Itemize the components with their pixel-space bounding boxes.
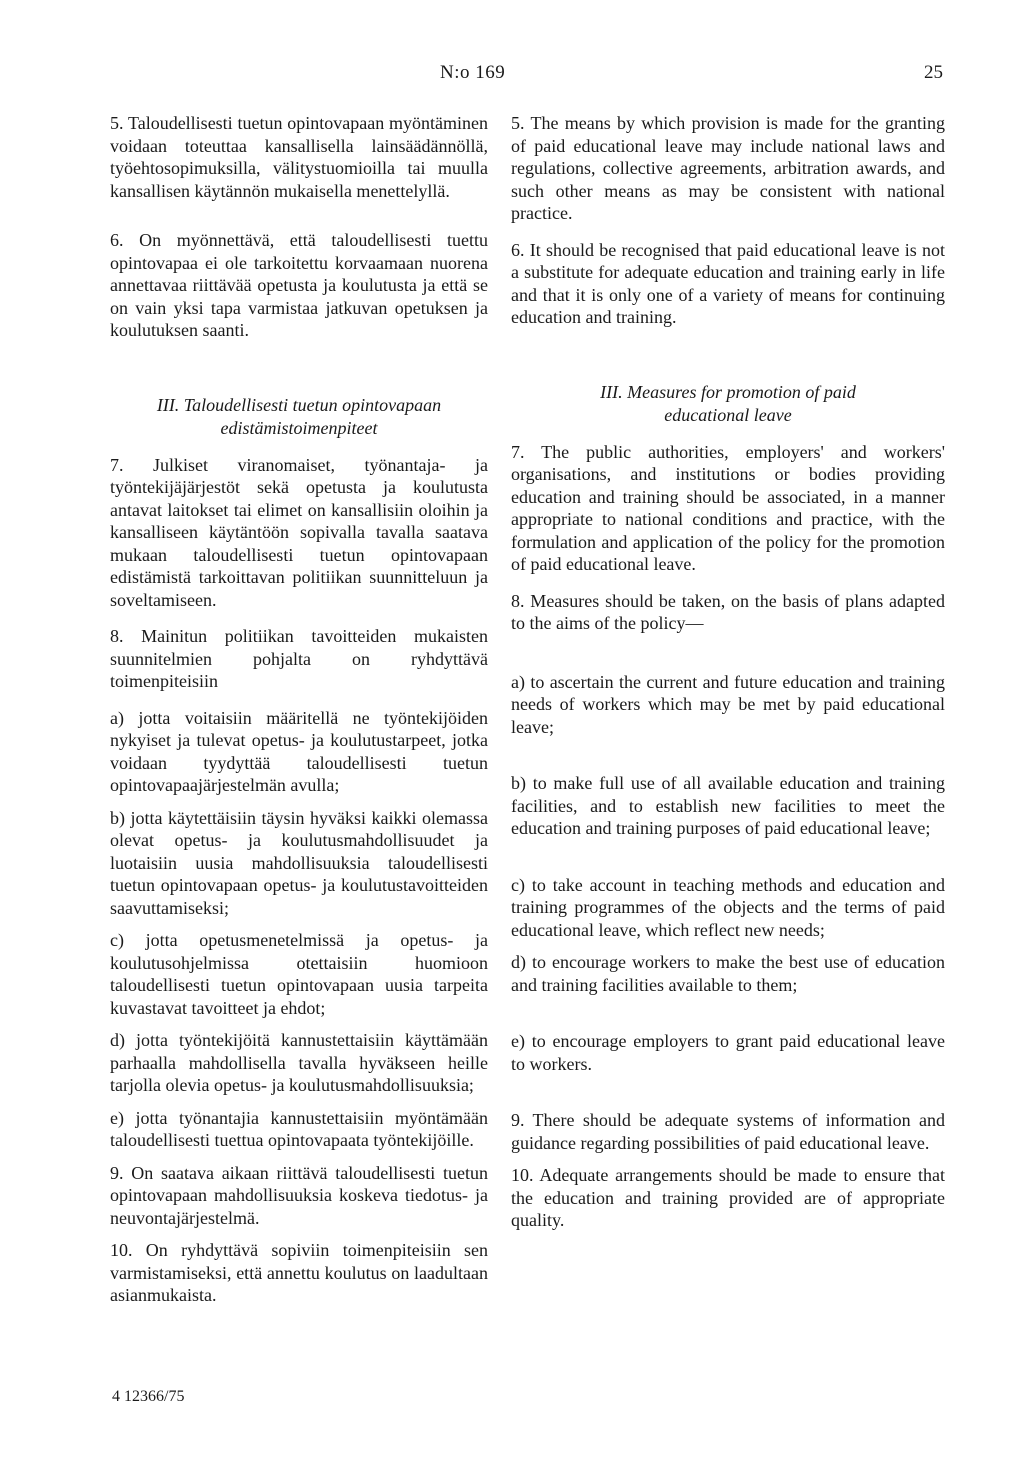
english-column: [511, 112, 945, 1244]
page-number: 25: [924, 62, 943, 83]
en-paragraph-6: 6. It should be recognised that paid educational leave is not a substitute for adequate education and training early in life and that it is only one of a variety of means for continuing education and training.: [511, 239, 945, 327]
en-item-b: b) to make full use of all available education and training facilities, and to establish new facilities to meet the education and training purposes of paid educational leave;: [511, 773, 945, 838]
en-item-a: a) to ascertain the current and future education and training needs of workers which may be met by paid educational leave;: [511, 671, 945, 737]
fi-section-heading-line1: III. Taloudellisesti tuetun opintovapaan: [156, 394, 442, 415]
fi-paragraph-8: 8. Mainitun politiikan tavoitteiden mukaisten suunnitelmien pohjalta on ryhdyttävä toimenpiteisiin: [110, 626, 488, 691]
en-paragraph-8: 8. Measures should be taken, on the basis of plans adapted to the aims of the policy—: [511, 590, 945, 633]
en-item-d: d) to encourage workers to make the best use of education and training facilities available to them;: [511, 952, 945, 995]
en-paragraph-9: 9. There should be adequate systems of information and guidance regarding possibilities of paid educational leave.: [511, 1110, 945, 1153]
fi-section-heading-line2: edistämistoimenpiteet: [220, 417, 378, 438]
document-number: N:o 169: [440, 62, 506, 83]
fi-paragraph-7: 7. Julkiset viranomaiset, työnantaja- ja työntekijäjärjestöt sekä opetusta ja koulutusta antavat laitokset tai elimet on kansallisiin oloihin ja kansalliseen käytäntöön sopivalla tavalla saatava mukaan taloudellisesti tuetun opintovapaan edistämistä tarkoittavan politiikan suunnitteluun ja soveltamiseen.: [110, 454, 488, 610]
en-item-c: c) to take account in teaching methods and education and training programmes of the objects and the terms of paid educational leave, which reflect new needs;: [511, 874, 945, 940]
en-paragraph-7: 7. The public authorities, employers' and workers' organisations, and institutions or bodies providing education and training should be associated, in a manner appropriate to national conditions and practice, with the formulation and application of the policy for the promotion of paid educational leave.: [511, 441, 945, 574]
en-section-heading-line1: III. Measures for promotion of paid: [600, 381, 856, 402]
fi-paragraph-9: 9. On saatava aikaan riittävä taloudellisesti tuetun opintovapaan mahdollisuuksia koskeva tiedotus- ja neuvontajärjestelmä.: [110, 1162, 488, 1228]
finnish-column: [110, 112, 488, 1319]
en-item-e: e) to encourage employers to grant paid educational leave to workers.: [511, 1031, 945, 1074]
fi-item-a: a) jotta voitaisiin määritellä ne työntekijöiden nykyiset ja tulevat opetus- ja koulutustarpeet, jotka voidaan tyydyttää taloudellisesti tuetun opintovapaajärjestelmän avulla;: [110, 707, 488, 795]
fi-paragraph-10: 10. On ryhdyttävä sopiviin toimenpiteisiin sen varmistamiseksi, että annettu koulutus on laadultaan asianmukaista.: [110, 1240, 488, 1305]
fi-item-e: e) jotta työnantajia kannustettaisiin myöntämään taloudellisesti tuettua opintovapaata työntekijöille.: [110, 1107, 488, 1150]
page-header: [0, 62, 1024, 92]
fi-paragraph-5: 5. Taloudellisesti tuetun opintovapaan myöntäminen voidaan toteuttaa kansallisella lainsäädännöllä, työehtosopimuksilla, välitystuomioilla tai muulla kansallisen käytännön mukaisella menettelyllä.: [110, 113, 488, 201]
en-paragraph-10: 10. Adequate arrangements should be made to ensure that the education and training provided are of appropriate quality.: [511, 1165, 945, 1230]
print-code: 4 12366/75: [112, 1388, 185, 1405]
fi-item-b: b) jotta käytettäisiin täysin hyväksi kaikki olemassa olevat opetus- ja koulutusmahdollisuudet ja luotaisiin uusia mahdollisuuksia taloudellisesti tuetun opintovapaan opetus- ja koulutustavoitteiden saavuttamiseksi;: [110, 807, 488, 918]
fi-item-c: c) jotta opetusmenetelmissä ja opetus- ja koulutusohjelmissa otettaisiin huomioon taloudellisesti tuetun opintovapaan uusia tarpeita kuvastavat tavoitteet ja ehdot;: [110, 930, 488, 1018]
en-section-heading-line2: educational leave: [664, 404, 792, 425]
en-section-heading: [511, 381, 945, 427]
en-paragraph-5: 5. The means by which provision is made for the granting of paid educational leave may include national laws and regulations, collective agreements, arbitration awards, and such other means as may be consistent with national practice.: [511, 113, 945, 223]
fi-item-d: d) jotta työntekijöitä kannustettaisiin käyttämään parhaalla mahdollisella tavalla hyväkseen heille tarjolla olevia opetus- ja koulutusmahdollisuuksia;: [110, 1030, 488, 1095]
fi-section-heading: [110, 394, 488, 440]
fi-paragraph-6: 6. On myönnettävä, että taloudellisesti tuettu opintovapaa ei ole tarkoitettu korvaamaan nuorena annettavaa riittävää opetusta ja koulutusta ja että se on vain yksi tapa varmistaa jatkuvan opetuksen ja koulutuksen saanti.: [110, 230, 488, 340]
